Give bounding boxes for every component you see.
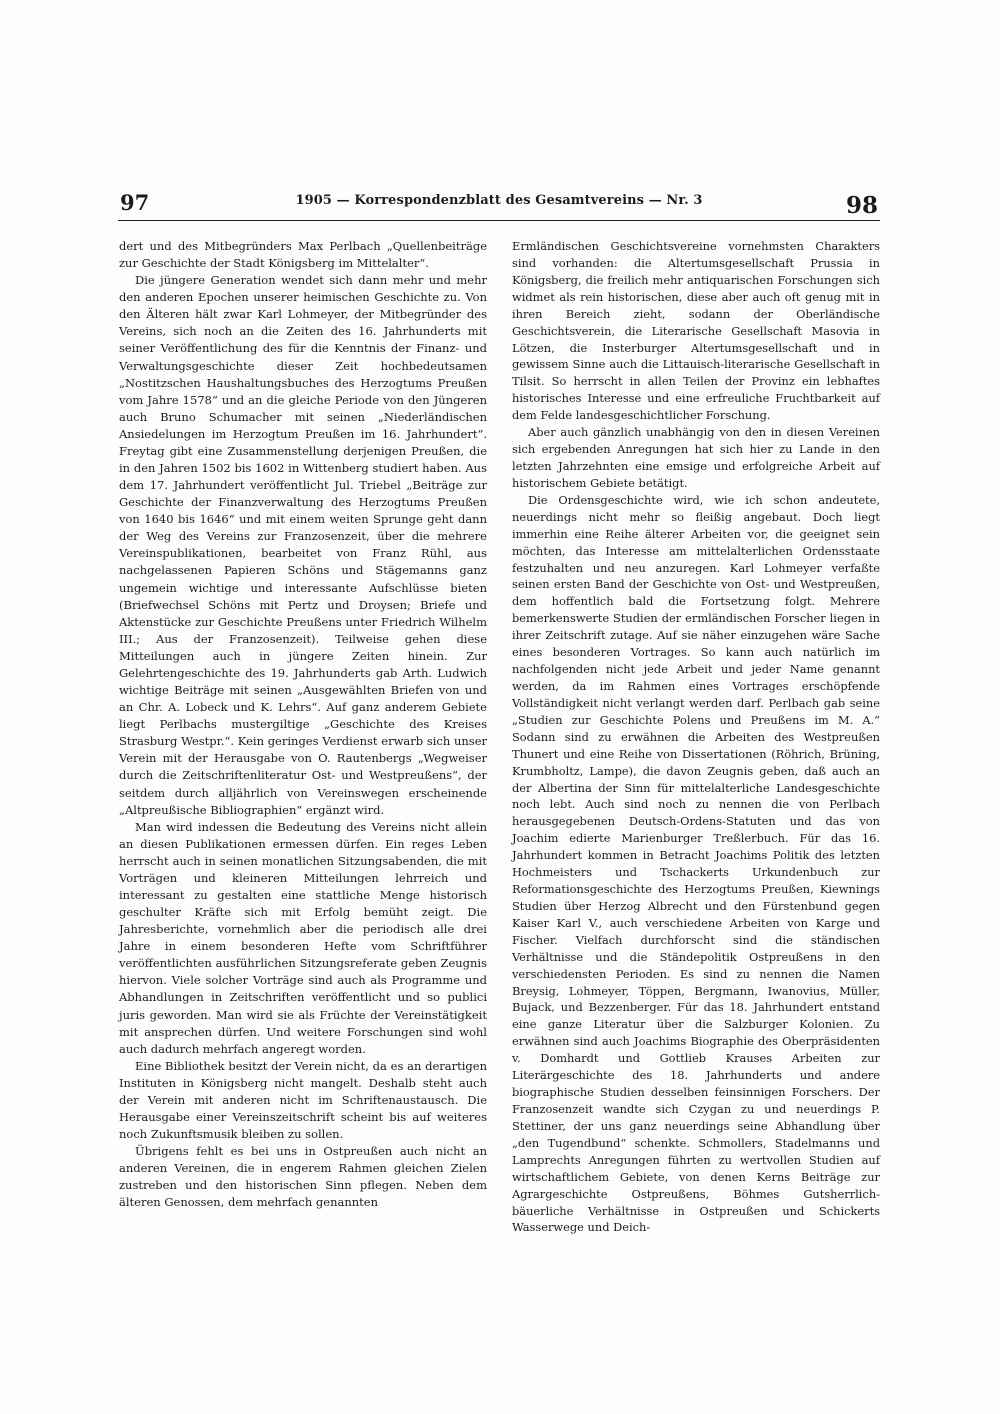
paragraph: Eine Bibliothek besitzt der Verein nicht, da es an derartigen Instituten in Königsberg nicht mangelt. Deshalb steht auch der Verein mit anderen nicht im Schriftenaustausch. Die Herausgabe einer Vereinszeitschrift scheint bis auf weiteres noch Zukunftsmusik bleiben zu sollen. [119, 1058, 487, 1142]
right-column [512, 238, 880, 1238]
paragraph: Ermländischen Geschichtsvereine vornehmsten Charakters sind vorhanden: die Altertumsgesellschaft Prussia in Königsberg, die freilich mehr antiquarischen Forschungen sich widmet als rein historischen, diese aber auch oft genug mit in ihren Bereich zieht, sodann der Oberländische Geschichtsverein, die Literarische Gesellschaft Masovia in Lötzen, die Insterburger Altertumsgesellschaft und in gewissem Sinne auch die Littauisch-literarische Gesellschaft in Tilsit. So herrscht in allen Teilen der Provinz ein lebhaftes historisches Interesse und eine erfreuliche Fruchtbarkeit auf dem Felde landesgeschichtlicher Forschung. [512, 239, 880, 423]
page-number-left: 97 [120, 190, 150, 215]
running-head-title: 1905 — Korrespondenzblatt des Gesamtvereins — Nr. 3 [295, 193, 703, 208]
paragraph: dert und des Mitbegründers Max Perlbach „Quellenbeiträge zur Geschichte der Stadt Königsberg im Mittelalter“. [119, 239, 487, 271]
paragraph: Man wird indessen die Bedeutung des Vereins nicht allein an diesen Publikationen ermessen dürfen. Ein reges Leben herrscht auch in seinen monatlichen Sitzungsabenden, die mit Vorträgen und kleineren Mitteilungen lehrreich und interessant zu gestalten eine stattliche Menge historisch geschulter Kräfte sich mit Erfolg bemüht zeigt. Die Jahresberichte, vornehmlich aber die periodisch alle drei Jahre in einem besonderen Hefte vom Schriftführer veröffentlichten ausführlichen Sitzungsreferate geben Zeugnis hiervon. Viele solcher Vorträge sind auch als Programme und Abhandlungen in Zeitschriften veröffentlicht und so publici juris geworden. Man wird sie als Früchte der Vereinstätigkeit mit ansprechen dürfen. Und weitere Forschungen sind wohl auch dadurch mehrfach angeregt worden. [119, 819, 487, 1056]
paragraph: Die jüngere Generation wendet sich dann mehr und mehr den anderen Epochen unserer heimischen Geschichte zu. Von den Älteren hält zwar Karl Lohmeyer, der Mitbegründer des Vereins, sich noch an die Zeiten des 16. Jahrhunderts mit seiner Veröffentlichung des für die Kenntnis der Finanz- und Verwaltungsgeschichte dieser Zeit hochbedeutsamen „Nostitzschen Haushaltungsbuches des Herzogtums Preußen vom Jahre 1578“ und an die gleiche Periode von den Jüngeren auch Bruno Schumacher mit seinen „Niederländischen Ansiedelungen im Herzogtum Preußen im 16. Jahrhundert“. Freytag gibt eine Zusammenstellung derjenigen Preußen, die in den Jahren 1502 bis 1602 in Wittenberg studiert haben. Aus dem 17. Jahrhundert veröffentlicht Jul. Triebel „Beiträge zur Geschichte der Finanzverwaltung des Herzogtums Preußen von 1640 bis 1646“ und mit einem weiten Sprunge geht dann der Weg des Vereins zur Franzosenzeit, über die mehrere Vereinspublikationen, bearbeitet von Franz Rühl, aus nachgelassenen Papieren Schöns und Stägemanns ganz ungemein wichtige und interessante Aufschlüsse bieten (Briefwechsel Schöns mit Pertz und Droysen; Briefe und Aktenstücke zur Geschichte Preußens unter Friedrich Wilhelm III.; Aus der Franzosenzeit). Teilweise gehen diese Mitteilungen auch in jüngere Zeiten hinein. Zur Gelehrtengeschichte des 19. Jahrhunderts gab Arth. Ludwich wichtige Beiträge mit seinen „Ausgewählten Briefen von und an Chr. A. Lobeck und K. Lehrs“. Auf ganz anderem Gebiete liegt Perlbachs mustergiltige „Geschichte des Kreises Strasburg Westpr.“. Kein geringes Verdienst erwarb sich unser Verein mit der Herausgabe von O. Rautenbergs „Wegweiser durch die Zeitschriftenliteratur Ost- und Westpreußens“, der seitdem durch alljährlich von Vereinswegen erscheinende „Altpreußische Bibliographien“ ergänzt wird. [119, 273, 487, 817]
running-header [118, 190, 880, 221]
left-column [119, 238, 487, 1238]
paragraph: Die Ordensgeschichte wird, wie ich schon andeutete, neuerdings nicht mehr so fleißig angebaut. Doch liegt immerhin eine Reihe älterer Arbeiten vor, die geeignet sein möchten, das Interesse am mittelalterlichen Ordensstaate festzuhalten und neu anzuregen. Karl Lohmeyer verfaßte seinen ersten Band der Geschichte von Ost- und Westpreußen, dem hoffentlich bald die Fortsetzung folgt. Mehrere bemerkenswerte Studien der ermländischen Forscher liegen in ihrer Zeitschrift zutage. Auf sie näher einzugehen wäre Sache eines besonderen Vortrages. So kann auch natürlich im nachfolgenden nicht jede Arbeit und jeder Name genannt werden, da im Rahmen eines Vortrages erschöpfende Vollständigkeit nicht verlangt werden darf. Perlbach gab seine „Studien zur Geschichte Polens und Preußens im M. A.“ Sodann sind zu erwähnen die Arbeiten des Westpreußen Thunert und eine Reihe von Dissertationen (Röhrich, Brüning, Krumbholtz, Lampe), die davon Zeugnis geben, daß auch an der Albertina der Sinn für mittelalterliche Landesgeschichte noch lebt. Auch sind noch zu nennen die von Perlbach herausgegebenen Deutsch-Ordens-Statuten und das von Joachim edierte Marienburger Treßlerbuch. Für das 16. Jahrhundert kommen in Betracht Joachims Politik des letzten Hochmeisters und Tschackerts Urkundenbuch zur Reformationsgeschichte des Herzogtums Preußen, Kiewnings Studien über Herzog Albrecht und den Fürstenbund gegen Kaiser Karl V., auch verschiedene Arbeiten von Karge und Fischer. Vielfach durchforscht sind die ständischen Verhältnisse und die Ständepolitik Ostpreußens in den verschiedensten Perioden. Es sind zu nennen die Namen Breysig, Lohmeyer, Töppen, Bergmann, Iwanovius, Müller, Bujack, und Bezzenberger. Für das 18. Jahrhundert entstand eine ganze Literatur über die Salzburger Kolonien. Zu erwähnen sind auch Joachims Biographie des Oberpräsidenten v. Domhardt und Gottlieb Krauses Arbeiten zur Literärgeschichte des 18. Jahrhunderts und andere biographische Studien desselben feinsinnigen Forschers. Der Franzosenzeit wandte sich Czygan zu und neuerdings P. Stettiner, der uns ganz neuerdings seine Abhandlung über „den Tugendbund“ schenkte. Schmollers, Stadelmanns und Lamprechts Anregungen führten zu wertvollen Studien auf wirtschaftlichem Gebiete, von denen Kerns Beiträge zur Agrargeschichte Ostpreußens, Böhmes Gutsherrlich-bäuerliche Verhältnisse in Ostpreußen und Schickerts Wasserwege und Deich- [512, 492, 880, 1235]
paragraph: Aber auch gänzlich unabhängig von den in diesen Vereinen sich ergebenden Anregungen hat sich hier zu Lande in den letzten Jahrzehnten eine emsige und erfolgreiche Arbeit auf historischem Gebiete betätigt. [512, 425, 880, 490]
paragraph: Übrigens fehlt es bei uns in Ostpreußen auch nicht an anderen Vereinen, die in engerem Rahmen gleichen Zielen zustreben und den historischen Sinn pflegen. Neben dem älteren Genossen, dem mehrfach genannten [119, 1144, 487, 1210]
page-number-right: 98 [845, 192, 878, 219]
